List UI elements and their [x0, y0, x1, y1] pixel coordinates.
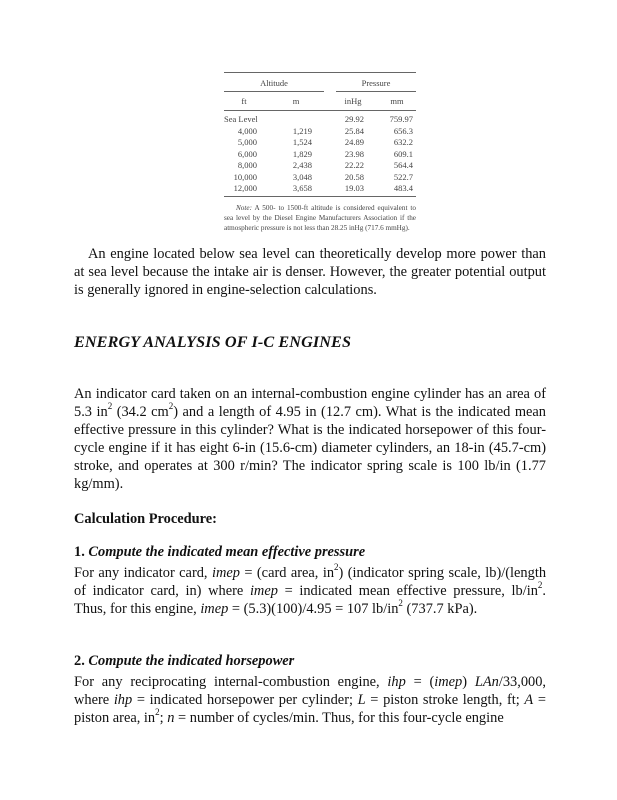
m-cell: 3,048 — [292, 171, 312, 182]
ft-cell: 6,000 — [237, 148, 257, 159]
calculation-procedure-heading: Calculation Procedure: — [74, 511, 217, 527]
m-cell: 1,829 — [292, 148, 312, 159]
mm-cell: 632.2 — [393, 137, 413, 147]
ft-cell: 5,000 — [237, 137, 257, 147]
step1-paragraph: For any indicator card, imep = (card area, $in^2$) (indicator spring scale, lb)/(length of indicator card, in) where imep = indicated mean effective pressure, $lb/in^2$. Thus, for this engine, imep = (5.3)(100)/4.95 = 107 $lb/in^2$ (737.7 kPa). — [74, 562, 547, 617]
ft-cell: Sea Level — [224, 114, 258, 124]
note-label: Note: — [236, 204, 252, 212]
step2-number: 2. — [74, 653, 85, 669]
m-cell: 1,219 — [292, 125, 312, 136]
inhg-cell: 20.58 — [344, 171, 364, 182]
problem-statement: An indicator card taken on an internal-combustion engine cylinder has an area of 5.3 $in^2$ (34.2 $cm^2$) and a length of 4.95 in (12.7 cm). What is the indicated mean effective pressure in this cylinder? What is the indicated horsepower of this four-cycle engine if it has eight 6-in (15.6-cm) diameter cylinders, an 18-in (45.7-cm) stroke, and operates at 300 r/min? The indicator spring scale is 100 lb/in (1.77 kg/mm). — [74, 386, 546, 492]
mm-cell: 564.4 — [393, 160, 413, 170]
section-title: ENERGY ANALYSIS OF I-C ENGINES — [74, 333, 352, 351]
m-cell: 2,438 — [292, 160, 312, 170]
ft-cell: 10,000 — [233, 171, 257, 182]
step2-title: Compute the indicated horsepower — [88, 653, 295, 669]
inhg-cell: 25.84 — [344, 125, 364, 136]
mm-cell: 759.97 — [389, 114, 413, 124]
note-text: A 500- to 1500-ft altitude is considered equivalent to sea level by the Diesel Engine Manufacturers Association if the atmospheric pressure is not less than 28.25 inHg (717.6 mmHg). — [224, 204, 416, 232]
mm-cell: 609.1 — [393, 148, 413, 159]
ft-cell: 8,000 — [237, 160, 257, 170]
m-cell: 3,658 — [292, 183, 312, 193]
inhg-cell: 23.98 — [344, 148, 364, 159]
altitude-header: Altitude — [260, 78, 288, 88]
step1-title: Compute the indicated mean effective pressure — [88, 544, 366, 560]
mm-header: mm — [390, 96, 404, 106]
ft-cell: 12,000 — [233, 183, 257, 193]
inhg-cell: 19.03 — [344, 183, 364, 193]
step1-heading — [74, 544, 365, 561]
table-header-rule — [224, 110, 416, 111]
pressure-subrule — [336, 91, 416, 92]
m-cell: 1,524 — [292, 137, 312, 147]
pressure-header: Pressure — [361, 78, 391, 88]
mm-cell: 522.7 — [393, 171, 413, 182]
table-top-rule — [224, 72, 416, 73]
mm-cell: 483.4 — [393, 183, 413, 193]
altitude-subrule — [224, 91, 324, 92]
m-header: m — [292, 96, 300, 106]
table-bottom-rule — [224, 196, 416, 197]
ft-header: ft — [241, 96, 247, 106]
step2-heading — [74, 653, 294, 670]
inhg-cell: 22.22 — [344, 160, 364, 170]
step1-number: 1. — [74, 544, 85, 560]
inhg-cell: 24.89 — [344, 137, 364, 147]
mm-cell: 656.3 — [393, 125, 413, 136]
inhg-cell: 29.92 — [344, 114, 364, 124]
step2-paragraph: For any reciprocating internal-combustion engine, ihp = (imep) LAn/33,000, where ihp = indicated horsepower per cylinder; L = piston stroke length, ft; A = piston area, $in^2$; n = number of cycles/min. Thus, for this four-cycle engine — [74, 674, 547, 726]
ft-cell: 4,000 — [237, 125, 257, 136]
sea-level-paragraph: An engine located below sea level can theoretically develop more power than at sea level because the intake air is denser. However, the greater potential output is generally ignored in engine-selection calculations. — [74, 246, 546, 298]
table-note — [224, 204, 416, 233]
inhg-header: inHg — [344, 96, 362, 106]
